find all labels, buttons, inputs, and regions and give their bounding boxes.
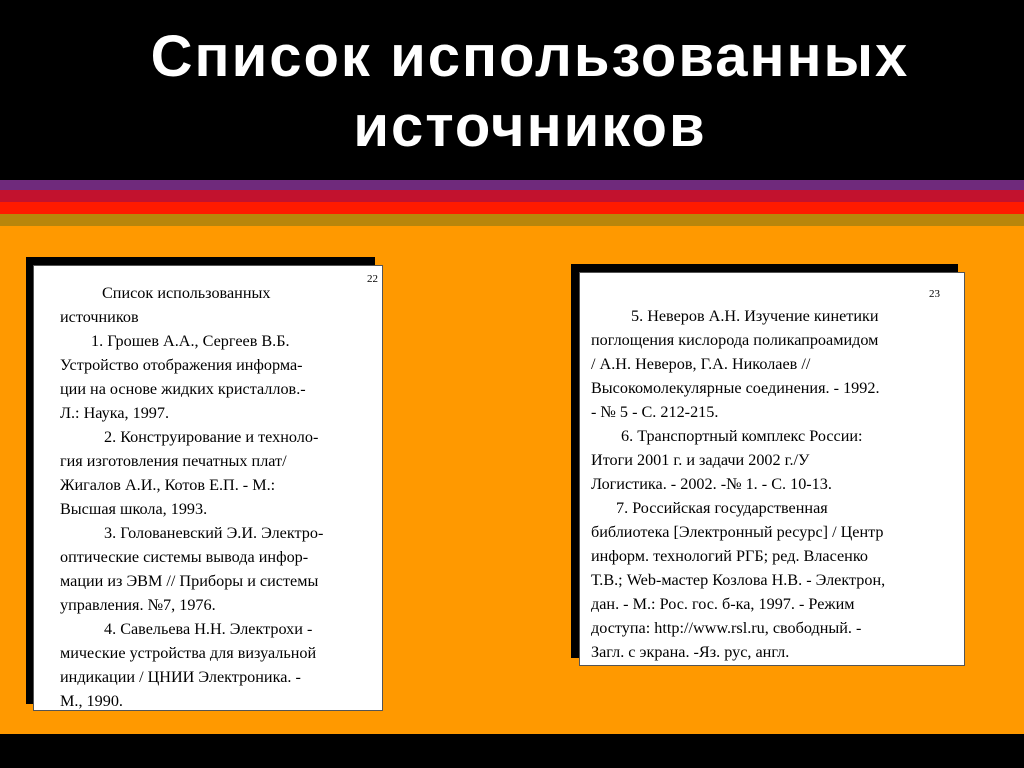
decorative-stripe-red (0, 202, 1024, 214)
text-line: поглощения кислорода поликапроамидом (591, 331, 879, 349)
text-line: Л.: Наука, 1997. (60, 404, 170, 422)
text-line: управления. №7, 1976. (60, 596, 216, 614)
left-page-text (60, 281, 323, 713)
text-line: 5. Неверов А.Н. Изучение кинетики (631, 307, 879, 325)
text-line: / А.Н. Неверов, Г.А. Николаев // (591, 355, 811, 373)
text-line: Список использованных (102, 284, 271, 302)
text-line: Загл. с экрана. -Яз. рус, англ. (591, 643, 790, 661)
text-line: 3. Голованевский Э.И. Электро- (104, 524, 324, 542)
left-page-number: 22 (367, 273, 378, 285)
right-page-text (591, 304, 885, 664)
text-line: 1. Грошев А.А., Сергеев В.Б. (91, 332, 290, 350)
text-line: - № 5 - С. 212-215. (591, 403, 719, 421)
text-line: дан. - М.: Рос. гос. б-ка, 1997. - Режим (591, 595, 855, 613)
decorative-stripe-crimson (0, 190, 1024, 202)
text-line: оптические системы вывода инфор- (60, 548, 309, 566)
slide-footer-band (0, 734, 1024, 768)
text-line: 2. Конструирование и техноло- (104, 428, 319, 446)
right-page-scan (579, 272, 965, 666)
text-line: Итоги 2001 г. и задачи 2002 г./У (591, 451, 810, 469)
decorative-stripe-purple (0, 180, 1024, 190)
text-line: мические устройства для визуальной (60, 644, 317, 662)
text-line: Высшая школа, 1993. (60, 500, 208, 518)
text-line: информ. технологий РГБ; ред. Власенко (591, 547, 868, 565)
text-line: индикации / ЦНИИ Электроника. - (60, 668, 301, 686)
text-line: М., 1990. (60, 692, 123, 710)
slide-title (0, 22, 1024, 162)
right-page-number: 23 (929, 288, 940, 300)
text-line: ции на основе жидких кристаллов.- (60, 380, 306, 398)
slide-title-line-1: Список использованных (150, 24, 910, 89)
text-line: Логистика. - 2002. -№ 1. - С. 10-13. (591, 475, 832, 493)
decorative-stripe-gold (0, 214, 1024, 226)
text-line: доступа: http://www.rsl.ru, свободный. - (591, 619, 862, 637)
text-line: гия изготовления печатных плат/ (60, 452, 287, 470)
text-line: Жигалов А.И., Котов Е.П. - М.: (60, 476, 276, 494)
slide-header (0, 0, 1024, 180)
text-line: мации из ЭВМ // Приборы и системы (60, 572, 319, 590)
text-line: источников (60, 308, 139, 326)
text-line: 6. Транспортный комплекс России: (621, 427, 863, 445)
text-line: Устройство отображения информа- (60, 356, 303, 374)
slide-title-line-2: источников (353, 94, 707, 159)
left-page-scan (33, 265, 383, 711)
text-line: 4. Савельева Н.Н. Электрохи - (104, 620, 313, 638)
text-line: библиотека [Электронный ресурс] / Центр (591, 523, 884, 541)
text-line: 7. Российская государственная (616, 499, 828, 517)
text-line: Высокомолекулярные соединения. - 1992. (591, 379, 880, 397)
text-line: Т.В.; Web-мастер Козлова Н.В. - Электрон, (591, 571, 886, 589)
